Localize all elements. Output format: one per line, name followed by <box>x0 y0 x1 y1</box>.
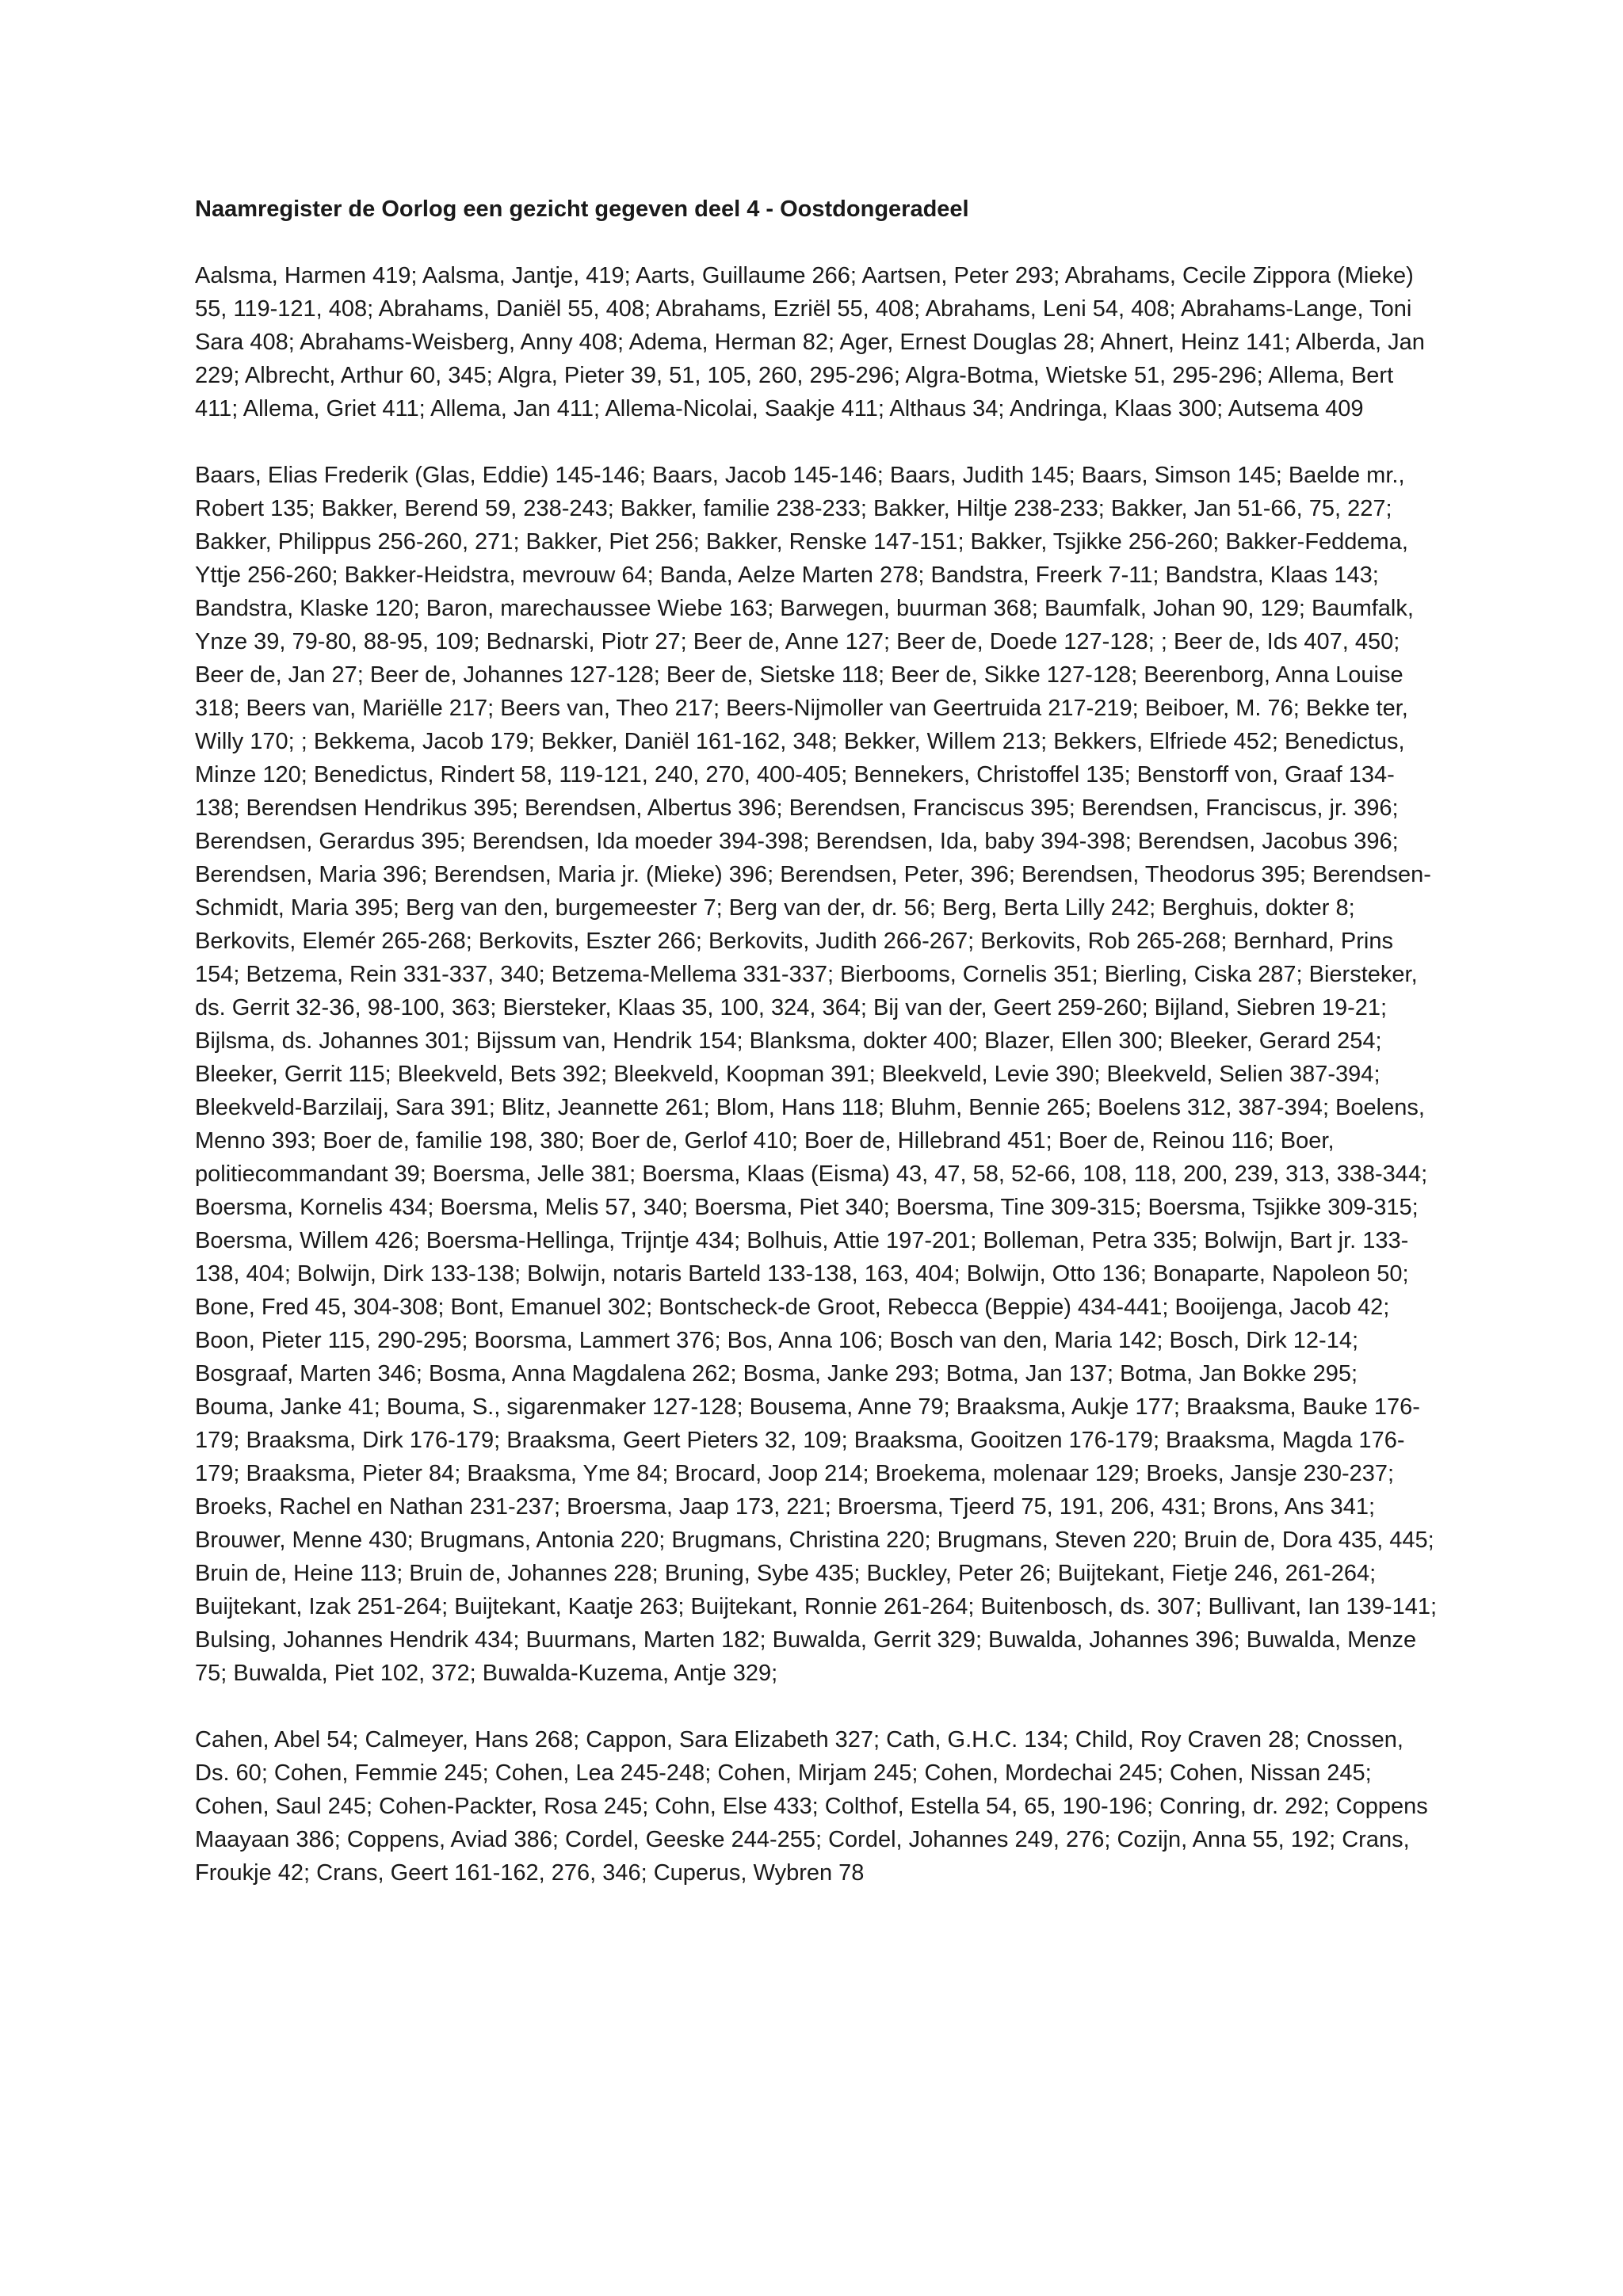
document-title: Naamregister de Oorlog een gezicht gegeven deel 4 - Oostdongeradeel <box>195 196 969 222</box>
register-section-a: Aalsma, Harmen 419; Aalsma, Jantje, 419; Aarts, Guillaume 266; Aartsen, Peter 293; Abrahams, Cecile Zippora (Mieke) 55, 119-121, 408; Abrahams, Daniël 55, 408; Abrahams, Ezriël 55, 408; Abrahams, Leni 54, 408; Abrahams-Lange, Toni Sara 408; Abrahams-Weisberg, Anny 408; Adema, Herman 82; Ager, Ernest Douglas 28; Ahnert, Heinz 141; Alberda, Jan 229; Albrecht, Arthur 60, 345; Algra, Pieter 39, 51, 105, 260, 295-296; Algra-Botma, Wietske 51, 295-296; Allema, Bert 411; Allema, Griet 411; Allema, Jan 411; Allema-Nicolai, Saakje 411; Althaus 34; Andringa, Klaas 300; Autsema 409 <box>195 263 1425 421</box>
document-page <box>195 193 1439 1923</box>
register-section-c: Cahen, Abel 54; Calmeyer, Hans 268; Cappon, Sara Elizabeth 327; Cath, G.H.C. 134; Child, Roy Craven 28; Cnossen, Ds. 60; Cohen, Femmie 245; Cohen, Lea 245-248; Cohen, Mirjam 245; Cohen, Mordechai 245; Cohen, Nissan 245; Cohen, Saul 245; Cohen-Packter, Rosa 245; Cohn, Else 433; Colthof, Estella 54, 65, 190-196; Conring, dr. 292; Coppens Maayaan 386; Coppens, Aviad 386; Cordel, Geeske 244-255; Cordel, Johannes 249, 276; Cozijn, Anna 55, 192; Crans, Froukje 42; Crans, Geert 161-162, 276, 346; Cuperus, Wybren 78 <box>195 1727 1428 1886</box>
register-section-b: Baars, Elias Frederik (Glas, Eddie) 145-146; Baars, Jacob 145-146; Baars, Judith 145; Baars, Simson 145; Baelde mr., Robert 135; Bakker, Berend 59, 238-243; Bakker, familie 238-233; Bakker, Hiltje 238-233; Bakker, Jan 51-66, 75, 227; Bakker, Philippus 256-260, 271; Bakker, Piet 256; Bakker, Renske 147-151; Bakker, Tsjikke 256-260; Bakker-Feddema, Yttje 256-260; Bakker-Heidstra, mevrouw 64; Banda, Aelze Marten 278; Bandstra, Freerk 7-11; Bandstra, Klaas 143; Bandstra, Klaske 120; Baron, marechaussee Wiebe 163; Barwegen, buurman 368; Baumfalk, Johan 90, 129; Baumfalk, Ynze 39, 79-80, 88-95, 109; Bednarski, Piotr 27; Beer de, Anne 127; Beer de, Doede 127-128; ; Beer de, Ids 407, 450; Beer de, Jan 27; Beer de, Johannes 127-128; Beer de, Sietske 118; Beer de, Sikke 127-128; Beerenborg, Anna Louise 318; Beers van, Mariëlle 217; Beers van, Theo 217; Beers-Nijmoller van Geertruida 217-219; Beiboer, M. 76; Bekke ter, Willy 170; ; Bekkema, Jacob 179; Bekker, Daniël 161-162, 348; Bekker, Willem 213; Bekkers, Elfriede 452; Benedictus, Minze 120; Benedictus, Rindert 58, 119-121, 240, 270, 400-405; Bennekers, Christoffel 135; Benstorff von, Graaf 134-138; Berendsen Hendrikus 395; Berendsen, Albertus 396; Berendsen, Franciscus 395; Berendsen, Franciscus, jr. 396; Berendsen, Gerardus 395; Berendsen, Ida moeder 394-398; Berendsen, Ida, baby 394-398; Berendsen, Jacobus 396; Berendsen, Maria 396; Berendsen, Maria jr. (Mieke) 396; Berendsen, Peter, 396; Berendsen, Theodorus 395; Berendsen-Schmidt, Maria 395; Berg van den, burgemeester 7; Berg van der, dr. 56; Berg, Berta Lilly 242; Berghuis, dokter 8; Berkovits, Elemér 265-268; Berkovits, Eszter 266; Berkovits, Judith 266-267; Berkovits, Rob 265-268; Bernhard, Prins 154; Betzema, Rein 331-337, 340; Betzema-Mellema 331-337; Bierbooms, Cornelis 351; Bierling, Ciska 287; Biersteker, ds. Gerrit 32-36, 98-100, 363; Biersteker, Klaas 35, 100, 324, 364; Bij van der, Geert 259-260; Bijland, Siebren 19-21; Bijlsma, ds. Johannes 301; Bijssum van, Hendrik 154; Blanksma, dokter 400; Blazer, Ellen 300; Bleeker, Gerard 254; Bleeker, Gerrit 115; Bleekveld, Bets 392; Bleekveld, Koopman 391; Bleekveld, Levie 390; Bleekveld, Selien 387-394; Bleekveld-Barzilaij, Sara 391; Blitz, Jeannette 261; Blom, Hans 118; Bluhm, Bennie 265; Boelens 312, 387-394; Boelens, Menno 393; Boer de, familie 198, 380; Boer de, Gerlof 410; Boer de, Hillebrand 451; Boer de, Reinou 116; Boer, politiecommandant 39; Boersma, Jelle 381; Boersma, Klaas (Eisma) 43, 47, 58, 52-66, 108, 118, 200, 239, 313, 338-344; Boersma, Kornelis 434; Boersma, Melis 57, 340; Boersma, Piet 340; Boersma, Tine 309-315; Boersma, Tsjikke 309-315; Boersma, Willem 426; Boersma-Hellinga, Trijntje 434; Bolhuis, Attie 197-201; Bolleman, Petra 335; Bolwijn, Bart jr. 133-138, 404; Bolwijn, Dirk 133-138; Bolwijn, notaris Barteld 133-138, 163, 404; Bolwijn, Otto 136; Bonaparte, Napoleon 50; Bone, Fred 45, 304-308; Bont, Emanuel 302; Bontscheck-de Groot, Rebecca (Beppie) 434-441; Booijenga, Jacob 42; Boon, Pieter 115, 290-295; Boorsma, Lammert 376; Bos, Anna 106; Bosch van den, Maria 142; Bosch, Dirk 12-14; Bosgraaf, Marten 346; Bosma, Anna Magdalena 262; Bosma, Janke 293; Botma, Jan 137; Botma, Jan Bokke 295; Bouma, Janke 41; Bouma, S., sigarenmaker 127-128; Bousema, Anne 79; Braaksma, Aukje 177; Braaksma, Bauke 176-179; Braaksma, Dirk 176-179; Braaksma, Geert Pieters 32, 109; Braaksma, Gooitzen 176-179; Braaksma, Magda 176-179; Braaksma, Pieter 84; Braaksma, Yme 84; Brocard, Joop 214; Broekema, molenaar 129; Broeks, Jansje 230-237; Broeks, Rachel en Nathan 231-237; Broersma, Jaap 173, 221; Broersma, Tjeerd 75, 191, 206, 431; Brons, Ans 341; Brouwer, Menne 430; Brugmans, Antonia 220; Brugmans, Christina 220; Brugmans, Steven 220; Bruin de, Dora 435, 445; Bruin de, Heine 113; Bruin de, Johannes 228; Bruning, Sybe 435; Buckley, Peter 26; Buijtekant, Fietje 246, 261-264; Buijtekant, Izak 251-264; Buijtekant, Kaatje 263; Buijtekant, Ronnie 261-264; Buitenbosch, ds. 307; Bullivant, Ian 139-141; Bulsing, Johannes Hendrik 434; Buurmans, Marten 182; Buwalda, Gerrit 329; Buwalda, Johannes 396; Buwalda, Menze 75; Buwalda, Piet 102, 372; Buwalda-Kuzema, Antje 329; <box>195 463 1438 1686</box>
